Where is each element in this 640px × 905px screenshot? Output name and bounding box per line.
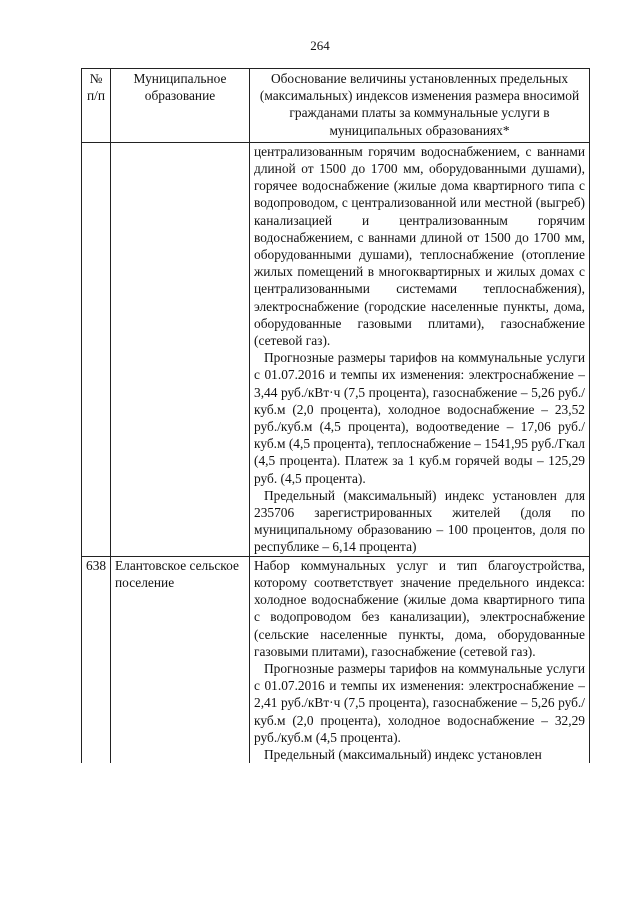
row-municipality: Елантовское сельское поселение — [111, 556, 250, 763]
tariff-index-table — [81, 68, 590, 763]
row-number: 638 — [82, 556, 111, 763]
row-municipality — [111, 142, 250, 556]
justification-paragraph: Прогнозные размеры тарифов на коммунальные услуги с 01.07.2016 и темпы их изменения: электроснабжение – 2,41 руб./кВт·ч (7,5 процента), газоснабжение – 5,26 руб./куб.м (2,0 процента), холодное водоснабжение – 32,29 руб./куб.м (4,5 процента). — [254, 660, 585, 745]
justification-paragraph: централизованным горячим водоснабжением, с ваннами длиной от 1500 до 1700 мм, оборудованными душами), горячее водоснабжение (жилые дома квартирного типа с водопроводом, с централизованной или местной (выгреб) канализацией и централизованным горячим водоснабжением, с ваннами длиной от 1500 до 1700 мм, оборудованными душами), теплоснабжение (отопление жилых помещений в многоквартирных и жилых домах с централизованными системами теплоснабжения), электроснабжение (городские населенные пункты, дома, оборудованные газовыми плитами), газоснабжение (сетевой газ). — [254, 143, 585, 349]
table-header-row — [82, 69, 590, 143]
table-row — [82, 556, 590, 763]
justification-paragraph: Прогнозные размеры тарифов на коммунальные услуги с 01.07.2016 и темпы их изменения: электроснабжение – 3,44 руб./кВт·ч (7,5 процента), газоснабжение – 5,26 руб./куб.м (2,0 процента), холодное водоснабжение – 23,52 руб./куб.м (4,5 процента), водоотведение – 17,06 руб./куб.м (4,5 процента), теплоснабжение – 1541,95 руб./Гкал (4,5 процента). Платеж за 1 куб.м горячей воды – 125,29 руб. (4,5 процента). — [254, 350, 585, 486]
row-justification — [250, 556, 590, 763]
justification-paragraph: Набор коммунальных услуг и тип благоустройства, которому соответствует значение предельного индекса: холодное водоснабжение (жилые дома квартирного типа с водопроводом без канализации), электроснабжение (сельские населенные пункты, дома, оборудованные газовыми плитами), газоснабжение (сетевой газ). — [254, 557, 585, 659]
justification-paragraph: Предельный (максимальный) индекс установлен для 235706 зарегистрированных жителей (доля по муниципальному образованию – 100 процентов, доля по республике – 6,14 процента) — [254, 487, 585, 555]
header-municipality: Муниципальное образование — [111, 69, 250, 143]
page-number: 264 — [310, 38, 330, 53]
table-row — [82, 142, 590, 556]
justification-paragraph: Предельный (максимальный) индекс установлен — [264, 746, 542, 762]
row-number — [82, 142, 111, 556]
header-justification: Обоснование величины установленных предельных (максимальных) индексов изменения размера вносимой гражданами платы за коммунальные услуги в муниципальных образованиях* — [250, 69, 590, 143]
header-number: № п/п — [82, 69, 111, 143]
row-justification — [250, 142, 590, 556]
